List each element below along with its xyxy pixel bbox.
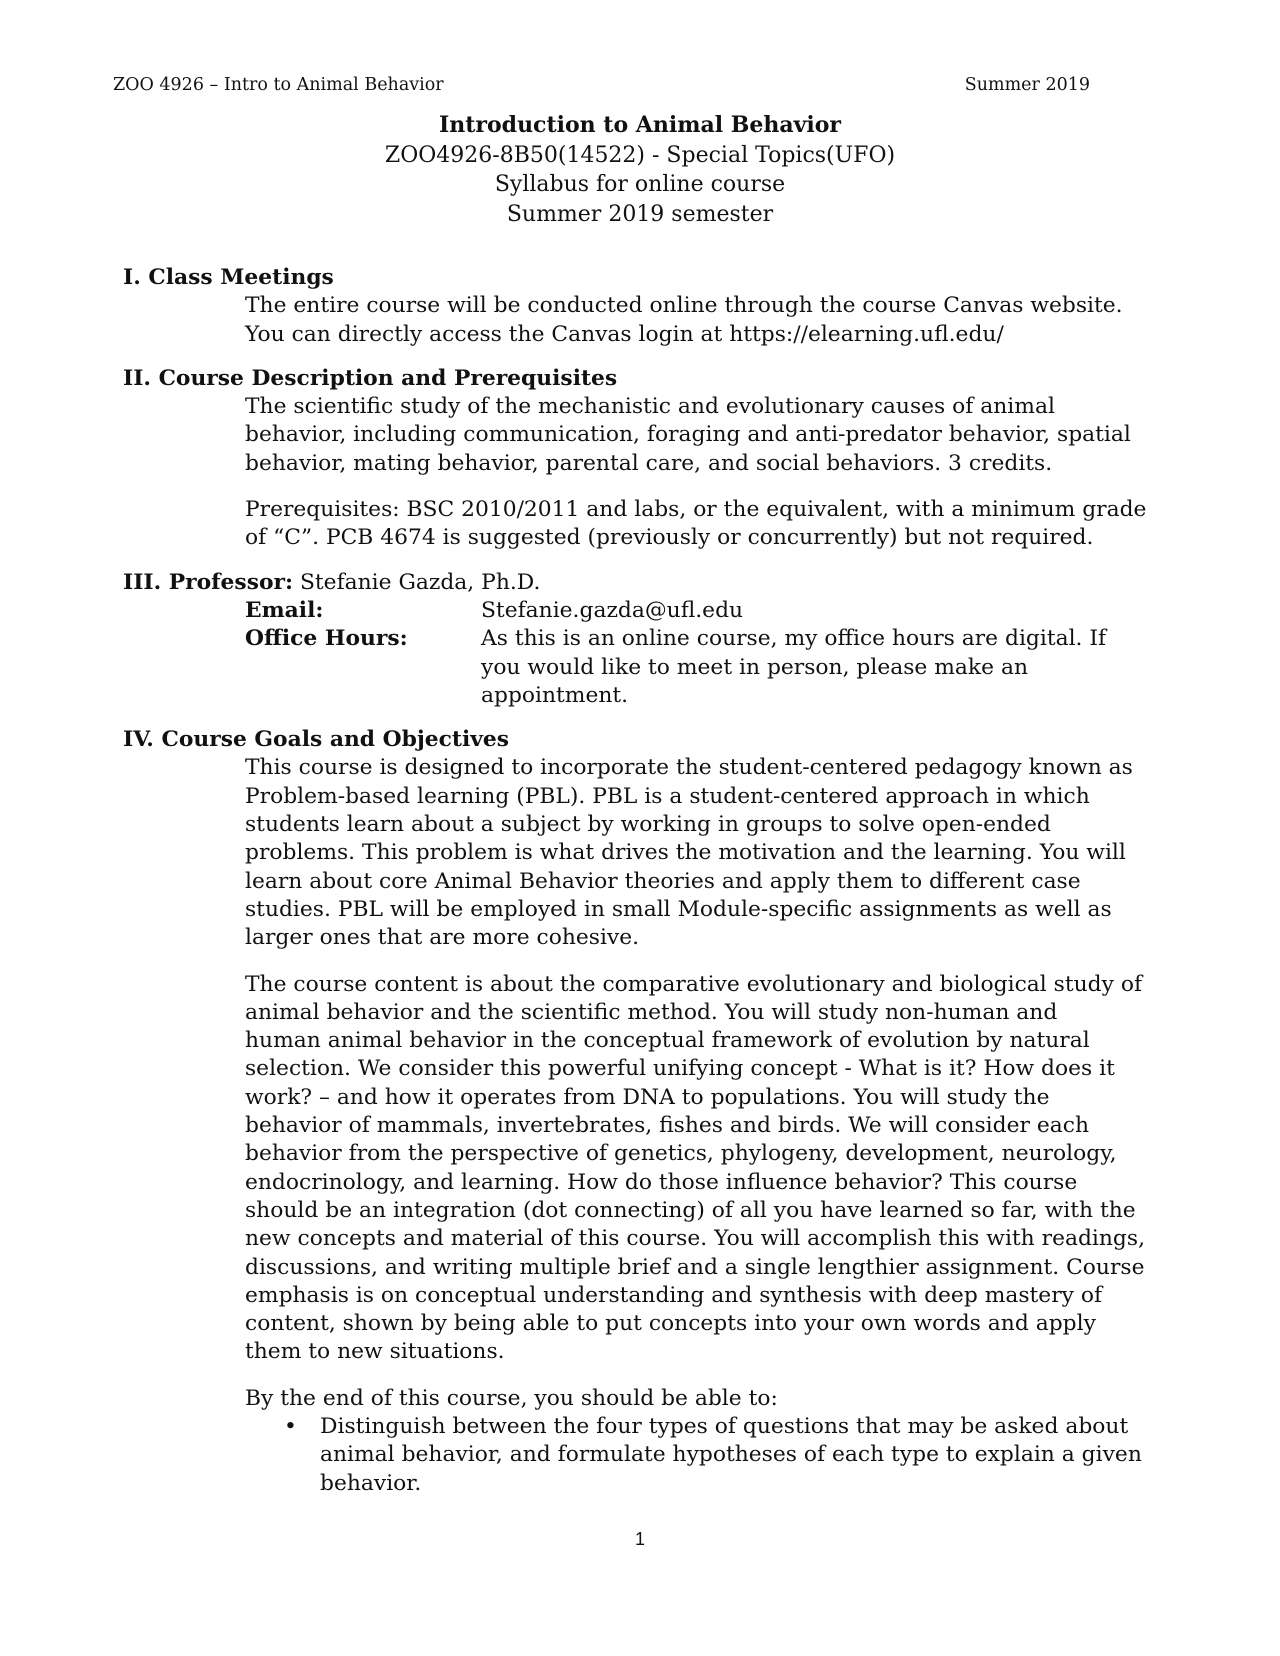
- text-line: The course content is about the comparative evolutionary and biological study of: [245, 971, 1143, 997]
- text-line: should be an integration (dot connecting) of all you have learned so far, with the: [245, 1197, 1136, 1223]
- text-line: discussions, and writing multiple brief and a single lengthier assignment. Course: [245, 1254, 1145, 1280]
- text-line: work? – and how it operates from DNA to populations. You will study the: [245, 1084, 1050, 1110]
- text-line: The entire course will be conducted online through the course Canvas website.: [245, 293, 1123, 319]
- email-row: [123, 597, 1163, 625]
- text-line: As this is an online course, my office hours are digital. If: [481, 626, 1107, 652]
- text-line: Distinguish between the four types of questions that may be asked about: [320, 1413, 1129, 1439]
- office-hours-label: Office Hours:: [245, 626, 408, 652]
- office-hours-value: [481, 625, 1163, 710]
- document-body: [123, 264, 1163, 1498]
- bullet-icon: •: [284, 1413, 297, 1439]
- course-code: ZOO4926-8B50(14522) - Special Topics(UFO): [384, 142, 896, 168]
- header-term: Summer 2019: [964, 75, 1090, 95]
- text-line: animal behavior and the scientific method. You will study non-human and: [245, 999, 1058, 1025]
- class-meetings-text: [123, 292, 1163, 349]
- list-item: [284, 1413, 1163, 1498]
- header-course: ZOO 4926 – Intro to Animal Behavior: [113, 75, 444, 95]
- text-line: students learn about a subject by working in groups to solve open-ended: [245, 812, 1051, 838]
- goals-paragraph-2: [123, 971, 1163, 1367]
- text-line: Problem-based learning (PBL). PBL is a student-centered approach in which: [245, 783, 1090, 809]
- syllabus-subtitle: Syllabus for online course: [494, 172, 786, 197]
- text-line: learn about core Animal Behavior theories and apply them to different case: [245, 868, 1081, 894]
- text-line: of “C”. PCB 4674 is suggested (previously or concurrently) but not required.: [245, 525, 1094, 551]
- text-line: behavior from the perspective of genetics, phylogeny, development, neurology,: [245, 1141, 1117, 1167]
- text-line: Prerequisites: BSC 2010/2011 and labs, or the equivalent, with a minimum grade: [245, 497, 1147, 523]
- section-heading-class-meetings: I. Class Meetings: [123, 265, 334, 290]
- text-line: You can directly access the Canvas login at https://elearning.ufl.edu/: [245, 321, 1004, 347]
- text-line: animal behavior, and formulate hypotheses of each type to explain a given: [320, 1442, 1142, 1468]
- professor-line: [123, 569, 1163, 597]
- text-line: endocrinology, and learning. How do those influence behavior? This course: [245, 1169, 1078, 1195]
- section-heading-description: II. Course Description and Prerequisites: [123, 365, 618, 391]
- text-line: human animal behavior in the conceptual framework of evolution by natural: [245, 1028, 1090, 1054]
- text-line: you would like to meet in person, please make an: [481, 654, 1028, 680]
- office-hours-row: [123, 625, 1163, 710]
- text-line: new concepts and material of this course. You will accomplish this with readings,: [245, 1226, 1145, 1252]
- text-line: This course is designed to incorporate the student-centered pedagogy known as: [245, 755, 1133, 781]
- text-line: appointment.: [481, 682, 629, 708]
- goals-paragraph-1: [123, 754, 1163, 952]
- text-line: problems. This problem is what drives the motivation and the learning. You will: [245, 840, 1126, 866]
- title-block: [0, 111, 1280, 229]
- text-line: content, shown by being able to put concepts into your own words and apply: [245, 1311, 1096, 1337]
- text-line: them to new situations.: [245, 1339, 505, 1365]
- text-line: larger ones that are more cohesive.: [245, 925, 640, 951]
- prerequisites-paragraph: [123, 496, 1163, 553]
- document-title: Introduction to Animal Behavior: [438, 112, 842, 138]
- description-paragraph: [123, 393, 1163, 478]
- text-line: emphasis is on conceptual understanding and synthesis with deep mastery of: [245, 1282, 1103, 1308]
- text-line: studies. PBL will be employed in small Module-specific assignments as well as: [245, 896, 1112, 922]
- text-line: behavior, including communication, foraging and anti-predator behavior, spatial: [245, 422, 1131, 448]
- email-value: Stefanie.gazda@ufl.edu: [481, 597, 744, 623]
- page-header: [113, 75, 1090, 99]
- objectives-list: [123, 1413, 1163, 1498]
- text-line: selection. We consider this powerful unifying concept - What is it? How does it: [245, 1056, 1115, 1082]
- text-line: behavior.: [320, 1470, 422, 1496]
- professor-name: Stefanie Gazda, Ph.D.: [293, 569, 541, 595]
- section-heading-goals: IV. Course Goals and Objectives: [123, 727, 510, 753]
- objectives-intro: By the end of this course, you should be able to:: [245, 1385, 778, 1411]
- text-line: The scientific study of the mechanistic and evolutionary causes of animal: [245, 394, 1055, 420]
- semester-line: Summer 2019 semester: [506, 201, 774, 227]
- text-line: behavior, mating behavior, parental care, and social behaviors. 3 credits.: [245, 450, 1053, 476]
- section-heading-professor: III. Professor:: [123, 569, 294, 595]
- page-number: 1: [634, 1529, 645, 1549]
- text-line: behavior of mammals, invertebrates, fishes and birds. We will consider each: [245, 1113, 1089, 1139]
- email-label: Email:: [245, 597, 324, 623]
